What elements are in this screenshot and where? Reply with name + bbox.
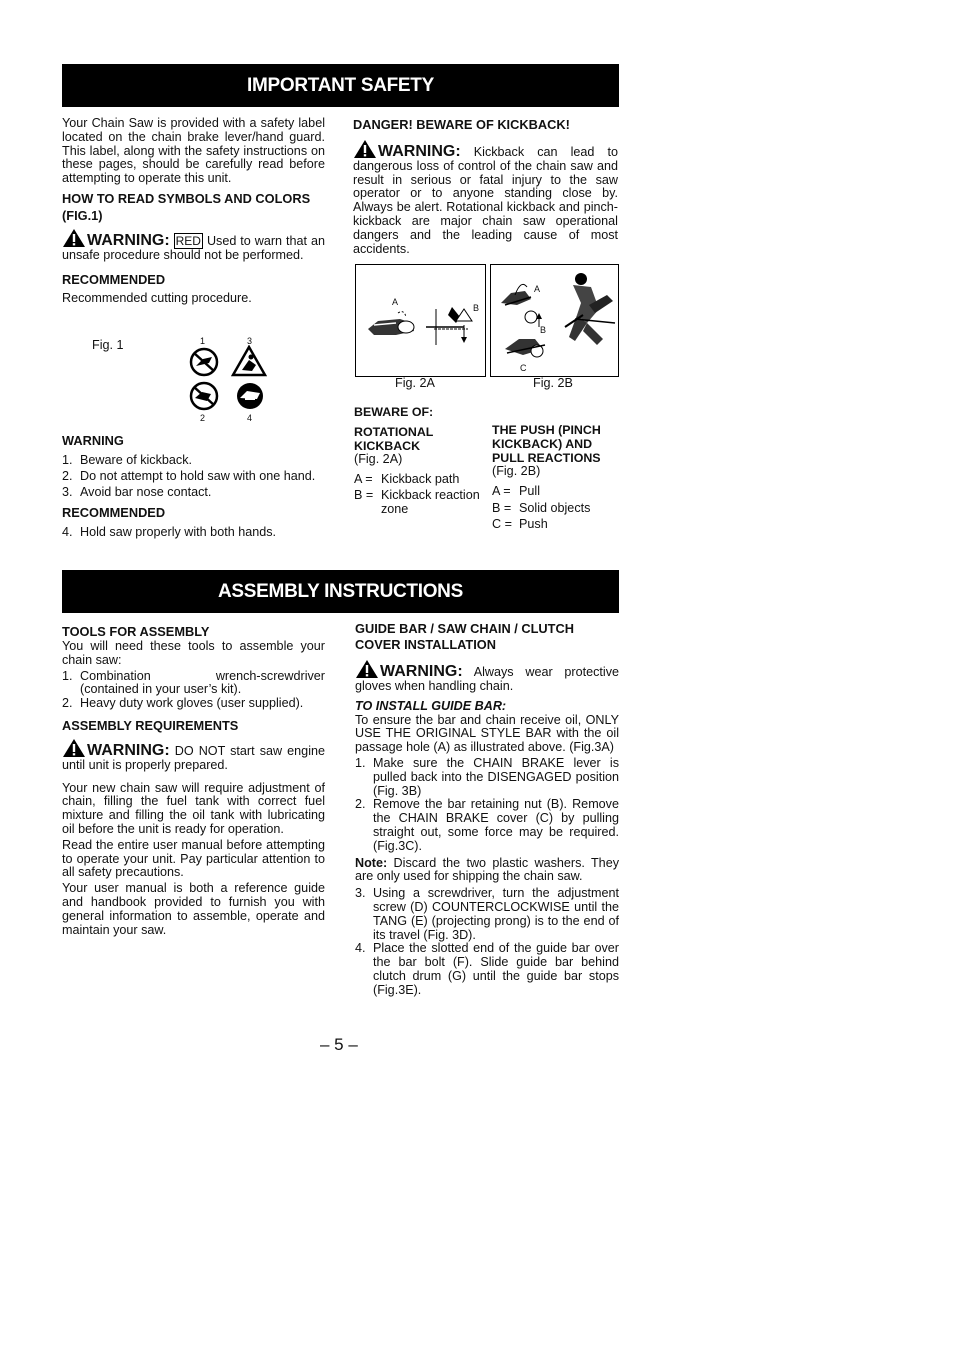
requirements-warning-text: DO NOT start saw engine until unit is properly prepared. [62, 743, 325, 772]
fig2b-letter-b: B [540, 325, 547, 335]
kickback-path-illustration [356, 265, 485, 376]
assembly-left-column [62, 623, 325, 937]
warning-triangle-icon [355, 659, 379, 679]
push-heading: THE PUSH (PINCH KICKBACK) AND PULL REACTIONS [492, 423, 601, 465]
list-item: B = Kickback reaction zone [354, 488, 480, 516]
guide-heading: GUIDE BAR / SAW CHAIN / CLUTCH COVER INSTALLATION [355, 621, 574, 652]
rotational-ref: (Fig. 2A) [354, 452, 403, 466]
fig1-num-1: 1 [200, 336, 206, 346]
warning-triangle-icon [62, 228, 86, 248]
safety-left-lower [62, 432, 325, 540]
warning-triangle-icon [353, 139, 377, 159]
fig1-symbols [185, 336, 270, 422]
assembly-right-column [355, 621, 619, 998]
requirements-heading: ASSEMBLY REQUIREMENTS [62, 717, 239, 733]
list-item: 2. Do not attempt to hold saw with one hand. [62, 469, 316, 483]
push-ref: (Fig. 2B) [492, 464, 541, 479]
danger-heading: DANGER! BEWARE OF KICKBACK! [353, 117, 570, 132]
warning-word: WARNING: [380, 663, 463, 680]
safety-title: IMPORTANT SAFETY [247, 75, 434, 96]
list-item: 3. Avoid bar nose contact. [62, 485, 212, 499]
rotational-list [354, 472, 484, 517]
tools-list [62, 670, 325, 711]
requirements-para-2: Read the entire user manual before attempting to operate your unit. Pay particular attention to all safety precautions. [62, 837, 325, 880]
requirements-warning [62, 738, 325, 773]
guide-warning-text: Always wear protective gloves when handling chain. [355, 665, 619, 693]
fig2a-illustration [355, 264, 486, 377]
fig2b-illustration [490, 264, 619, 377]
recommended-heading: RECOMMENDED [62, 271, 166, 287]
kickback-warning [353, 139, 618, 256]
list-item: 4. Place the slotted end of the guide bar over the bar bolt (F). Slide guide bar behind clutch drum (G) until the guide bar stops (Fig.3E). [355, 941, 619, 997]
push-section [492, 424, 618, 533]
fig1-num-3: 3 [247, 336, 253, 346]
beware-heading: BEWARE OF: [354, 405, 434, 419]
list-item: 1. Make sure the CHAIN BRAKE lever is pulled back into the DISENGAGED position (Fig. 3B) [355, 755, 619, 798]
list-item: A = Kickback path [354, 471, 460, 486]
beware-section [354, 404, 484, 516]
warning-word: WARNING: [378, 143, 461, 160]
list-item: 1. Beware of kickback. [62, 453, 192, 467]
warning-triangle-icon [62, 738, 86, 758]
guide-warning [355, 659, 619, 694]
recommended2-heading: RECOMMENDED [62, 505, 166, 520]
list-item: 1. Combination wrench-screwdriver (contained in your user’s kit). [62, 668, 325, 697]
assembly-title: ASSEMBLY INSTRUCTIONS [218, 581, 463, 602]
list-item: C = Push [492, 517, 548, 532]
install-list-a [355, 757, 619, 854]
safety-intro: Your Chain Saw is provided with a safety label located on the chain brake lever/hand guard. This label, along with the safety instructions on these pages, should be carefully read before attempting to operate this unit. [62, 116, 325, 186]
kickback-warning-text: Kickback can lead to dangerous loss of control of the chain saw and result in serious or fatal injury to the saw operator or to anyone standing close by. Always be alert. Rotational kickback and pinch-kickback are major chain saw operational dangers and the leading cause of most accidents. [353, 145, 619, 256]
fig2b-label: Fig. 2B [533, 376, 573, 390]
warning-list [62, 452, 325, 500]
install-list-b [355, 887, 619, 997]
install-heading: TO INSTALL GUIDE BAR: [355, 698, 507, 713]
note-label: Note: [355, 855, 388, 870]
list-item: 2. Heavy duty work gloves (user supplied). [62, 696, 304, 711]
note [355, 857, 619, 885]
no-one-hand-icon [187, 347, 221, 377]
tools-heading: TOOLS FOR ASSEMBLY [62, 624, 210, 639]
safety-banner [62, 64, 619, 107]
note-text: Discard the two plastic washers. They are only used for shipping the chain saw. [355, 855, 619, 884]
warning-list-heading: WARNING [62, 433, 124, 448]
fig1-num-4: 4 [247, 413, 253, 423]
assembly-banner [62, 570, 619, 613]
list-item: 3. Using a screwdriver, turn the adjustment screw (D) COUNTERCLOCKWISE until the TANG (E) (projecting prong) is to the end of its travel (Fig. 3D). [355, 886, 619, 942]
fig1-num-2: 2 [200, 413, 206, 423]
install-intro: To ensure the bar and chain receive oil, ONLY USE THE ORIGINAL STYLE BAR with the oil passage hole (A) as illustrated above. (Fig.3A) [355, 712, 619, 755]
red-label: RED [175, 233, 201, 248]
no-nose-contact-icon [187, 381, 221, 411]
requirements-para-1: Your new chain saw will require adjustment of chain, filling the fuel tank with correct fuel mixture and filling the oil tank with lubricating oil before the unit is ready for operation. [62, 780, 325, 836]
recommended-list [62, 524, 325, 540]
push-pull-illustration [491, 265, 618, 376]
tools-intro: You will need these tools to assemble your chain saw: [62, 639, 325, 667]
fig2b-letter-c: C [520, 363, 527, 373]
requirements-para-3: Your user manual is both a reference guide and handbook provided to furnish you with general information to assemble, operate and maintain your saw. [62, 881, 325, 937]
recommended-text: Recommended cutting procedure. [62, 290, 252, 305]
page-number: – 5 – [320, 1035, 358, 1054]
fig2a-letter-b: B [473, 303, 480, 313]
warning-word: WARNING: [87, 231, 170, 249]
list-item: 2. Remove the bar retaining nut (B). Remove the CHAIN BRAKE cover (C) by pulling straight out, some force may be required. (Fig.3C). [355, 797, 619, 853]
list-item: 4. Hold saw properly with both hands. [62, 525, 277, 539]
both-hands-icon [233, 381, 267, 411]
fig2b-letter-a: A [534, 284, 541, 294]
fig2a-letter-a: A [392, 297, 399, 307]
safety-left-column [62, 117, 325, 305]
list-item: A = Pull [492, 484, 540, 499]
warning-word: WARNING: [87, 741, 170, 759]
rotational-heading: ROTATIONAL KICKBACK [354, 425, 434, 453]
symbols-warning [62, 228, 325, 263]
warning-text: Used to warn that an unsafe procedure should not be performed. [62, 233, 326, 262]
kickback-warning-icon [231, 345, 267, 377]
symbols-heading: HOW TO READ SYMBOLS AND COLORS (FIG.1) [62, 190, 311, 223]
safety-right-column [353, 116, 618, 256]
list-item: B = Solid objects [492, 500, 591, 515]
fig1-label: Fig. 1 [92, 338, 124, 352]
fig2a-label: Fig. 2A [395, 376, 435, 390]
push-list [492, 483, 618, 533]
